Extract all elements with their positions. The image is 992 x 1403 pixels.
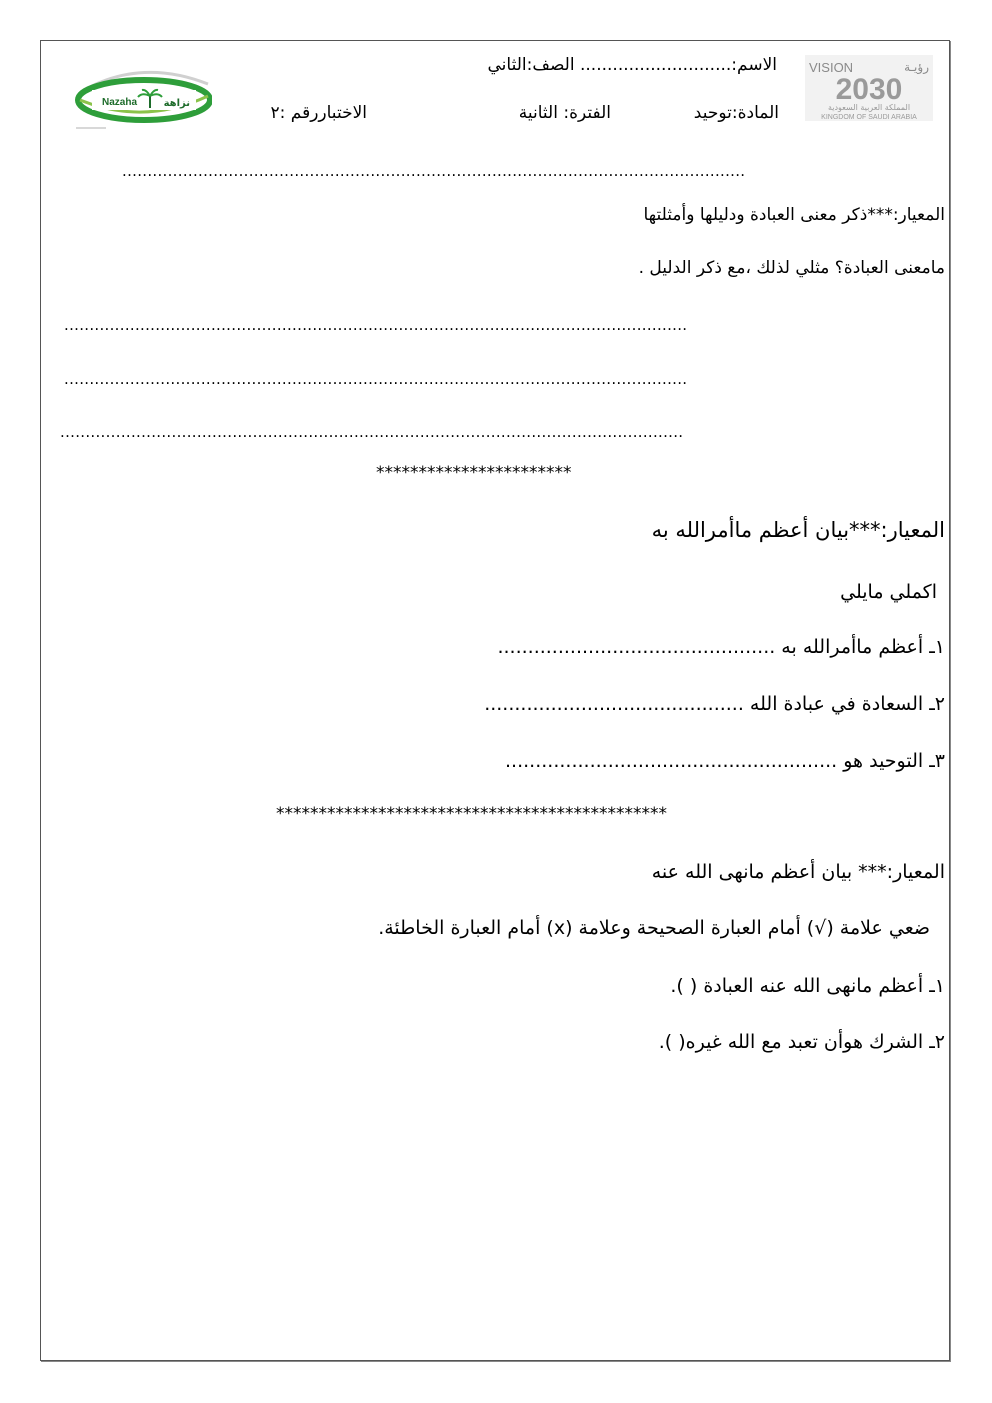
fill-item-1: ١ـ أعظم ماأمرالله به .............................................. [497, 636, 945, 658]
nazaha-logo [72, 56, 212, 136]
vision-kingdom-en: KINGDOM OF SAUDI ARABIA [821, 114, 917, 121]
vision-word: VISION [809, 60, 854, 75]
name-class-line: الاسم:............................ الصف:الثاني [487, 55, 777, 75]
nazaha-en: Nazaha [102, 97, 138, 108]
divider-1: *********************** [376, 463, 572, 483]
instruction-2: اكملي مايلي [840, 581, 937, 603]
nazaha-ar: نزاهة [163, 98, 190, 109]
question-1: مامعنى العبادة؟ مثلي لذلك ،مع ذكر الدليل . [638, 258, 945, 278]
vision-year: 2030 [835, 73, 903, 106]
divider-2: ********************************************** [276, 804, 667, 824]
criterion-2: المعيار:***بيان أعظم ماأمرالله به [651, 518, 945, 542]
vision-word-ar: رؤيـة [904, 60, 929, 74]
answer-line-3[interactable]: ........................................................................................................................... [60, 423, 684, 441]
instruction-3: ضعي علامة (√) أمام العبارة الصحيحة وعلامة (x) أمام العبارة الخاطئة. [378, 917, 930, 939]
term-label: الفترة: الثانية [518, 103, 611, 123]
exam-number-label: الاختباررقم :٢ [270, 103, 367, 123]
tf-item-1: ١ـ أعظم مانهى الله عنه العبادة ( ). [670, 975, 945, 997]
fill-item-2: ٢ـ السعادة في عبادة الله ........................................... [484, 693, 945, 715]
answer-line-1[interactable]: ........................................................................................................................... [64, 316, 688, 334]
answer-line-2[interactable]: ........................................................................................................................... [64, 370, 688, 388]
vision-2030-logo [805, 55, 933, 121]
criterion-1: المعيار:***ذكر معنى العبادة ودليلها وأمثلتها [643, 205, 945, 225]
fill-item-3: ٣ـ التوحيد هو ....................................................... [505, 750, 945, 772]
criterion-3: المعيار:*** بيان أعظم مانهى الله عنه [651, 861, 945, 883]
tf-item-2: ٢ـ الشرك هوأن تعبد مع الله غيره( ). [658, 1031, 945, 1053]
vision-kingdom-ar: المملكة العربية السعودية [827, 103, 911, 112]
header-separator-dots: ........................................................................................................................... [122, 162, 746, 180]
subject-label: المادة:توحيد [693, 103, 779, 123]
